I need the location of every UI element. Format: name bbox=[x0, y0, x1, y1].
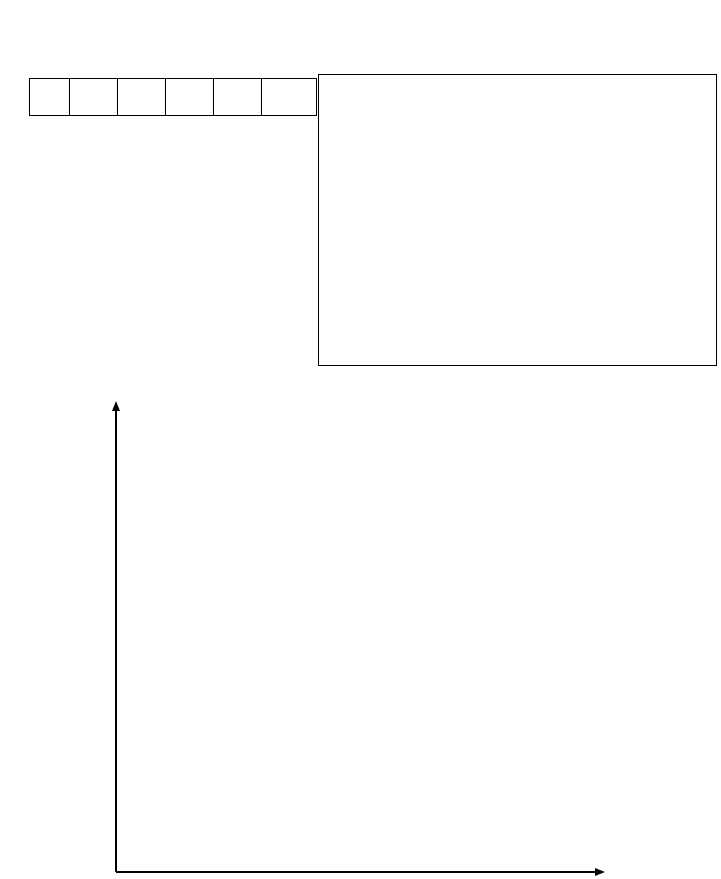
x-axis-arrow bbox=[595, 868, 605, 876]
y-axis-arrow bbox=[112, 401, 120, 411]
